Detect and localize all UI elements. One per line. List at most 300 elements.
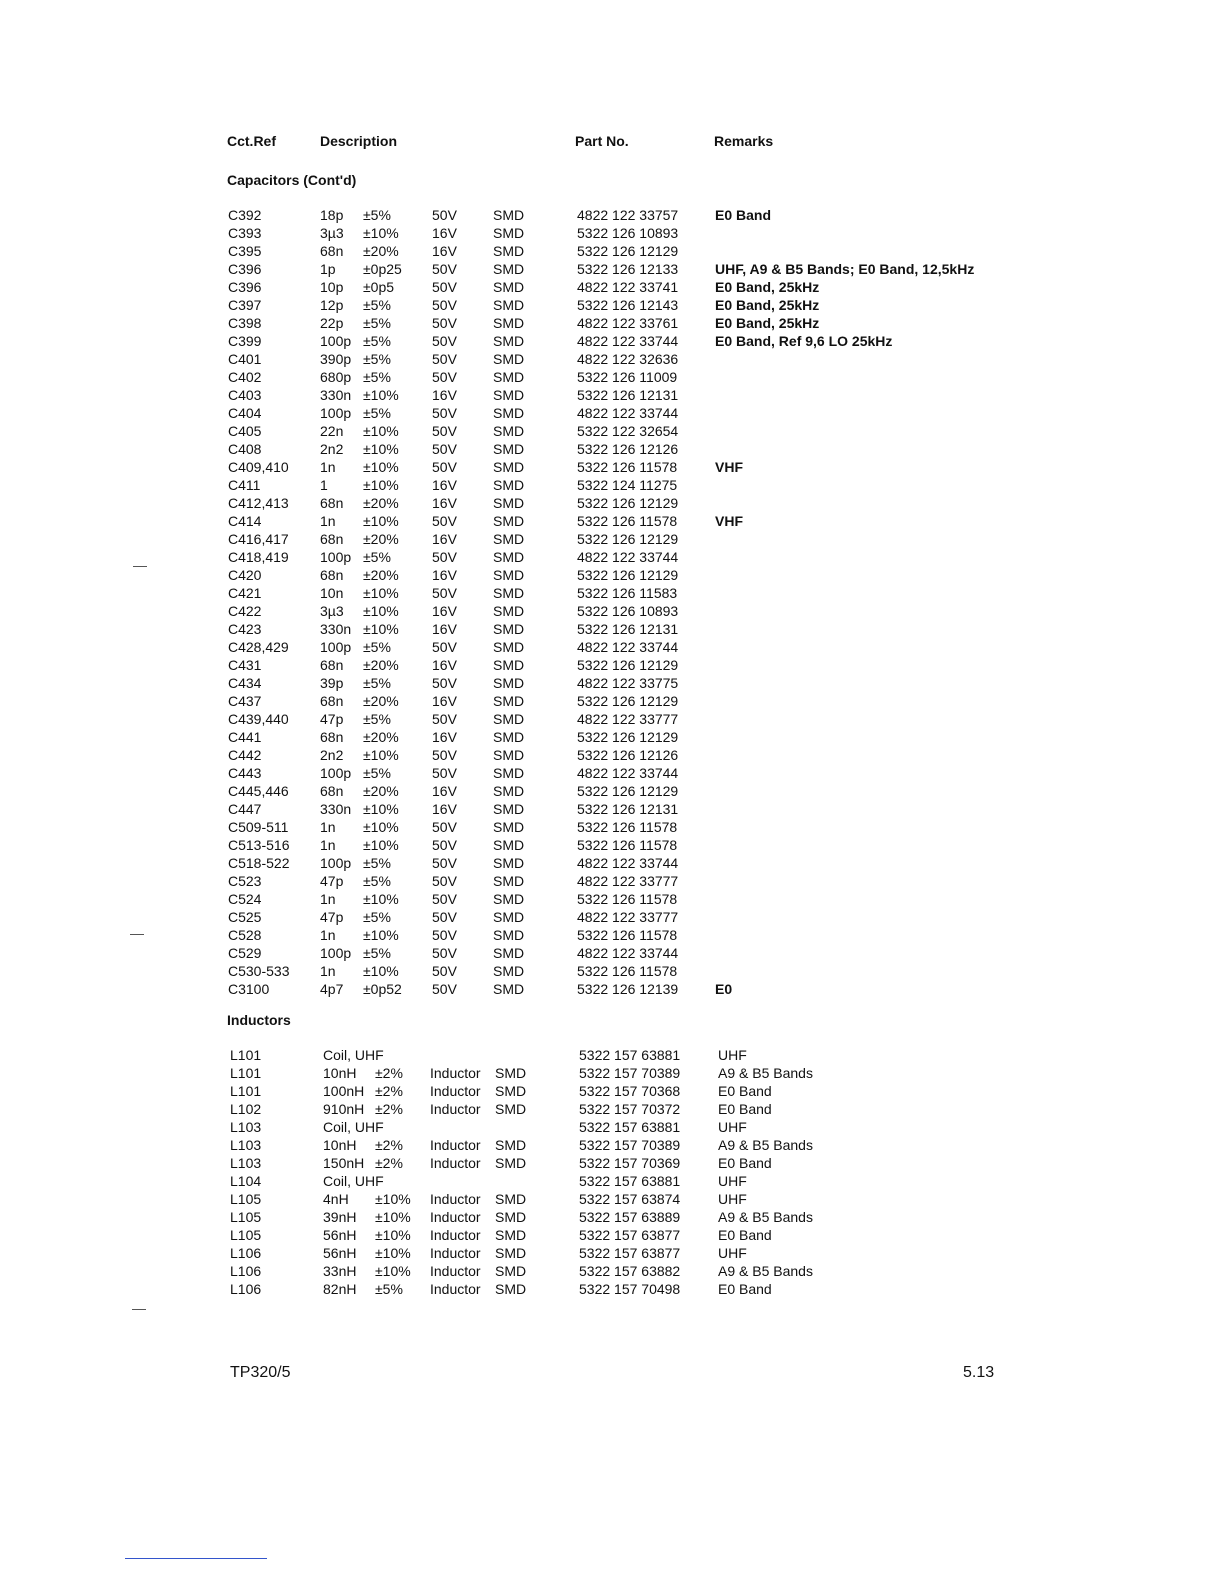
cell-voltage: 50V <box>432 513 457 529</box>
capacitor-row <box>0 602 1224 620</box>
cell-type: SMD <box>493 675 525 691</box>
capacitor-row <box>0 710 1224 728</box>
cell-tolerance: ±20% <box>363 783 399 799</box>
capacitor-row <box>0 566 1224 584</box>
cell-value: 56nH <box>323 1227 357 1243</box>
cell-remarks: VHF <box>715 459 743 475</box>
cell-type: SMD <box>493 513 525 529</box>
cell-part-no: 5322 157 70389 <box>579 1065 681 1081</box>
cell-cct-ref: C529 <box>228 945 262 961</box>
cell-value: 56nH <box>323 1245 357 1261</box>
cell-cct-ref: L105 <box>230 1227 262 1243</box>
cell-cct-ref: C398 <box>228 315 262 331</box>
cell-tolerance: ±10% <box>363 513 399 529</box>
cell-value: Coil, UHF <box>323 1119 384 1135</box>
cell-value: 2n2 <box>320 441 344 457</box>
cell-value: 1n <box>320 927 336 943</box>
cell-tolerance: ±5% <box>363 873 391 889</box>
cell-tolerance: ±20% <box>363 729 399 745</box>
cell-cct-ref: C421 <box>228 585 262 601</box>
cell-component: Inductor <box>430 1083 481 1099</box>
cell-cct-ref: C418,419 <box>228 549 289 565</box>
cell-value: 12p <box>320 297 344 313</box>
cell-part-no: 4822 122 33744 <box>577 333 679 349</box>
cell-tolerance: ±10% <box>363 819 399 835</box>
cell-value: 68n <box>320 567 344 583</box>
cell-type: SMD <box>493 549 525 565</box>
cell-part-no: 5322 126 12129 <box>577 783 679 799</box>
cell-component: Inductor <box>430 1245 481 1261</box>
inductor-row <box>0 1190 1224 1208</box>
capacitor-row <box>0 314 1224 332</box>
cell-type: SMD <box>493 981 525 997</box>
cell-type: SMD <box>493 873 525 889</box>
cell-remarks: E0 Band <box>718 1227 772 1243</box>
capacitor-row <box>0 548 1224 566</box>
cell-cct-ref: L101 <box>230 1065 262 1081</box>
cell-value: 39p <box>320 675 344 691</box>
cell-value: 68n <box>320 693 344 709</box>
cell-value: 390p <box>320 351 352 367</box>
scan-mark <box>133 566 147 567</box>
cell-cct-ref: L106 <box>230 1281 262 1297</box>
capacitor-row <box>0 944 1224 962</box>
cell-type: SMD <box>495 1191 527 1207</box>
cell-tolerance: ±10% <box>375 1209 411 1225</box>
cell-cct-ref: C518-522 <box>228 855 290 871</box>
cell-voltage: 50V <box>432 981 457 997</box>
capacitor-row <box>0 512 1224 530</box>
cell-cct-ref: L101 <box>230 1083 262 1099</box>
cell-remarks: UHF <box>718 1191 747 1207</box>
cell-part-no: 5322 126 12133 <box>577 261 679 277</box>
cell-type: SMD <box>495 1137 527 1153</box>
section-title-inductors: Inductors <box>227 1012 291 1028</box>
cell-value: 47p <box>320 909 344 925</box>
cell-tolerance: ±5% <box>363 711 391 727</box>
cell-tolerance: ±0p52 <box>363 981 402 997</box>
cell-cct-ref: C439,440 <box>228 711 289 727</box>
cell-type: SMD <box>495 1209 527 1225</box>
cell-value: 1p <box>320 261 336 277</box>
cell-voltage: 50V <box>432 351 457 367</box>
cell-type: SMD <box>493 459 525 475</box>
cell-voltage: 50V <box>432 819 457 835</box>
cell-voltage: 50V <box>432 279 457 295</box>
capacitor-row <box>0 386 1224 404</box>
cell-value: 1n <box>320 819 336 835</box>
cell-value: 100p <box>320 945 352 961</box>
cell-voltage: 50V <box>432 423 457 439</box>
cell-type: SMD <box>493 369 525 385</box>
cell-tolerance: ±10% <box>363 891 399 907</box>
cell-component: Inductor <box>430 1137 481 1153</box>
cell-value: 1n <box>320 837 336 853</box>
cell-tolerance: ±5% <box>363 855 391 871</box>
cell-part-no: 5322 126 11578 <box>577 819 678 835</box>
capacitor-row <box>0 260 1224 278</box>
cell-type: SMD <box>493 927 525 943</box>
cell-tolerance: ±20% <box>363 567 399 583</box>
cell-type: SMD <box>495 1227 527 1243</box>
capacitor-row <box>0 656 1224 674</box>
cell-type: SMD <box>493 639 525 655</box>
cell-part-no: 5322 126 12129 <box>577 657 679 673</box>
cell-type: SMD <box>495 1263 527 1279</box>
inductor-row <box>0 1226 1224 1244</box>
cell-voltage: 16V <box>432 657 457 673</box>
inductor-row <box>0 1064 1224 1082</box>
cell-part-no: 5322 126 12129 <box>577 567 679 583</box>
cell-cct-ref: C397 <box>228 297 262 313</box>
capacitor-row <box>0 800 1224 818</box>
cell-voltage: 50V <box>432 405 457 421</box>
capacitor-row <box>0 674 1224 692</box>
cell-cct-ref: C428,429 <box>228 639 289 655</box>
cell-tolerance: ±10% <box>363 603 399 619</box>
cell-part-no: 4822 122 33775 <box>577 675 679 691</box>
header-description: Description <box>320 133 398 149</box>
inductor-row <box>0 1082 1224 1100</box>
cell-value: 330n <box>320 801 352 817</box>
cell-remarks: VHF <box>715 513 743 529</box>
cell-type: SMD <box>493 855 525 871</box>
cell-voltage: 50V <box>432 837 457 853</box>
capacitor-row <box>0 908 1224 926</box>
cell-type: SMD <box>493 945 525 961</box>
cell-value: 1n <box>320 459 336 475</box>
capacitor-row <box>0 224 1224 242</box>
cell-voltage: 50V <box>432 747 457 763</box>
cell-value: 100p <box>320 765 352 781</box>
document-id: TP320/5 <box>230 1364 291 1381</box>
cell-value: 22n <box>320 423 344 439</box>
cell-type: SMD <box>493 621 525 637</box>
cell-part-no: 5322 126 12129 <box>577 531 679 547</box>
cell-cct-ref: C396 <box>228 261 262 277</box>
cell-cct-ref: C528 <box>228 927 262 943</box>
cell-part-no: 5322 157 63877 <box>579 1245 681 1261</box>
cell-tolerance: ±20% <box>363 243 399 259</box>
cell-tolerance: ±5% <box>363 549 391 565</box>
cell-tolerance: ±5% <box>375 1281 403 1297</box>
cell-tolerance: ±10% <box>363 225 399 241</box>
inductor-table <box>0 1046 1224 1298</box>
cell-type: SMD <box>493 351 525 367</box>
cell-value: 68n <box>320 495 344 511</box>
inductor-row <box>0 1118 1224 1136</box>
inductor-row <box>0 1136 1224 1154</box>
cell-value: 10nH <box>323 1065 357 1081</box>
cell-tolerance: ±5% <box>363 639 391 655</box>
cell-tolerance: ±10% <box>363 837 399 853</box>
cell-type: SMD <box>493 225 525 241</box>
cell-voltage: 50V <box>432 873 457 889</box>
cell-component: Inductor <box>430 1281 481 1297</box>
cell-voltage: 16V <box>432 603 457 619</box>
cell-part-no: 4822 122 32636 <box>577 351 679 367</box>
cell-cct-ref: C442 <box>228 747 262 763</box>
cell-tolerance: ±10% <box>363 747 399 763</box>
cell-value: 680p <box>320 369 352 385</box>
cell-value: 22p <box>320 315 344 331</box>
cell-tolerance: ±5% <box>363 765 391 781</box>
cell-remarks: E0 Band <box>718 1101 772 1117</box>
cell-cct-ref: L105 <box>230 1209 262 1225</box>
cell-voltage: 50V <box>432 711 457 727</box>
cell-remarks: E0 Band, 25kHz <box>715 315 820 331</box>
cell-value: 100p <box>320 405 352 421</box>
cell-voltage: 16V <box>432 783 457 799</box>
cell-value: 4p7 <box>320 981 344 997</box>
cell-value: 68n <box>320 783 344 799</box>
cell-part-no: 4822 122 33744 <box>577 855 679 871</box>
cell-type: SMD <box>493 477 525 493</box>
cell-cct-ref: C525 <box>228 909 262 925</box>
capacitor-row <box>0 746 1224 764</box>
cell-cct-ref: C513-516 <box>228 837 290 853</box>
cell-cct-ref: L101 <box>230 1047 262 1063</box>
cell-type: SMD <box>493 783 525 799</box>
cell-remarks: UHF <box>718 1245 747 1261</box>
cell-voltage: 16V <box>432 243 457 259</box>
cell-type: SMD <box>493 963 525 979</box>
cell-type: SMD <box>493 837 525 853</box>
cell-voltage: 16V <box>432 225 457 241</box>
cell-value: 82nH <box>323 1281 357 1297</box>
cell-tolerance: ±5% <box>363 351 391 367</box>
cell-tolerance: ±10% <box>363 621 399 637</box>
cell-voltage: 50V <box>432 549 457 565</box>
scan-mark <box>132 1309 146 1310</box>
cell-tolerance: ±2% <box>375 1065 403 1081</box>
cell-type: SMD <box>495 1101 527 1117</box>
cell-cct-ref: C402 <box>228 369 262 385</box>
cell-part-no: 4822 122 33757 <box>577 207 679 223</box>
cell-value: 3µ3 <box>320 603 344 619</box>
cell-voltage: 50V <box>432 585 457 601</box>
cell-cct-ref: L102 <box>230 1101 262 1117</box>
cell-part-no: 5322 126 12143 <box>577 297 679 313</box>
cell-value: 100p <box>320 333 352 349</box>
inductor-row <box>0 1262 1224 1280</box>
cell-part-no: 5322 126 11578 <box>577 513 678 529</box>
capacitor-row <box>0 278 1224 296</box>
cell-voltage: 16V <box>432 477 457 493</box>
header-remarks: Remarks <box>714 133 774 149</box>
cell-value: 150nH <box>323 1155 365 1171</box>
cell-type: SMD <box>493 729 525 745</box>
cell-cct-ref: C524 <box>228 891 262 907</box>
cell-type: SMD <box>493 711 525 727</box>
cell-type: SMD <box>493 801 525 817</box>
header-part-no: Part No. <box>575 133 629 149</box>
cell-part-no: 5322 126 12129 <box>577 729 679 745</box>
cell-part-no: 5322 126 12126 <box>577 747 679 763</box>
cell-value: 68n <box>320 243 344 259</box>
inductor-row <box>0 1280 1224 1298</box>
cell-tolerance: ±20% <box>363 531 399 547</box>
capacitor-row <box>0 926 1224 944</box>
cell-voltage: 50V <box>432 441 457 457</box>
cell-value: 1n <box>320 963 336 979</box>
cell-cct-ref: L103 <box>230 1155 262 1171</box>
cell-type: SMD <box>493 405 525 421</box>
cell-tolerance: ±10% <box>375 1227 411 1243</box>
cell-type: SMD <box>495 1065 527 1081</box>
cell-component: Inductor <box>430 1065 481 1081</box>
cell-type: SMD <box>493 423 525 439</box>
inductor-row <box>0 1208 1224 1226</box>
cell-cct-ref: C414 <box>228 513 262 529</box>
header-cct-ref: Cct.Ref <box>227 133 277 149</box>
cell-type: SMD <box>493 261 525 277</box>
cell-cct-ref: L106 <box>230 1245 262 1261</box>
cell-tolerance: ±10% <box>363 477 399 493</box>
cell-remarks: E0 <box>715 981 733 997</box>
cell-voltage: 16V <box>432 729 457 745</box>
cell-part-no: 5322 157 63881 <box>579 1047 681 1063</box>
cell-type: SMD <box>493 657 525 673</box>
cell-value: 47p <box>320 711 344 727</box>
capacitor-row <box>0 620 1224 638</box>
cell-part-no: 5322 126 10893 <box>577 603 679 619</box>
cell-cct-ref: C530-533 <box>228 963 290 979</box>
cell-voltage: 50V <box>432 639 457 655</box>
cell-component: Inductor <box>430 1155 481 1171</box>
cell-tolerance: ±10% <box>363 387 399 403</box>
cell-remarks: A9 & B5 Bands <box>718 1263 813 1279</box>
cell-voltage: 50V <box>432 675 457 691</box>
cell-cct-ref: C409,410 <box>228 459 289 475</box>
cell-type: SMD <box>493 585 525 601</box>
cell-cct-ref: C445,446 <box>228 783 289 799</box>
cell-part-no: 5322 126 12139 <box>577 981 679 997</box>
cell-tolerance: ±5% <box>363 405 391 421</box>
cell-cct-ref: C3100 <box>228 981 270 997</box>
capacitor-row <box>0 764 1224 782</box>
inductor-row <box>0 1244 1224 1262</box>
cell-part-no: 5322 126 11583 <box>577 585 678 601</box>
cell-part-no: 4822 122 33777 <box>577 873 679 889</box>
cell-part-no: 5322 157 70389 <box>579 1137 681 1153</box>
cell-value: Coil, UHF <box>323 1047 384 1063</box>
cell-cct-ref: C422 <box>228 603 262 619</box>
cell-value: 1n <box>320 891 336 907</box>
cell-type: SMD <box>493 207 525 223</box>
capacitor-table <box>0 206 1224 998</box>
cell-voltage: 16V <box>432 531 457 547</box>
cell-voltage: 16V <box>432 567 457 583</box>
cell-value: 47p <box>320 873 344 889</box>
cell-tolerance: ±2% <box>375 1155 403 1171</box>
cell-part-no: 5322 126 11578 <box>577 837 678 853</box>
cell-value: 100nH <box>323 1083 365 1099</box>
cell-tolerance: ±10% <box>363 585 399 601</box>
cell-type: SMD <box>493 747 525 763</box>
cell-type: SMD <box>493 603 525 619</box>
cell-part-no: 5322 126 11578 <box>577 459 678 475</box>
cell-cct-ref: C392 <box>228 207 262 223</box>
capacitor-row <box>0 494 1224 512</box>
cell-cct-ref: C431 <box>228 657 262 673</box>
cell-tolerance: ±20% <box>363 495 399 511</box>
capacitor-row <box>0 980 1224 998</box>
capacitor-row <box>0 350 1224 368</box>
cell-voltage: 50V <box>432 261 457 277</box>
scan-mark <box>130 934 144 935</box>
cell-tolerance: ±5% <box>363 675 391 691</box>
cell-part-no: 5322 126 12129 <box>577 243 679 259</box>
cell-cct-ref: C523 <box>228 873 262 889</box>
cell-tolerance: ±5% <box>363 369 391 385</box>
cell-part-no: 5322 157 63881 <box>579 1119 681 1135</box>
cell-value: 10n <box>320 585 344 601</box>
cell-cct-ref: C405 <box>228 423 262 439</box>
cell-part-no: 5322 157 63874 <box>579 1191 681 1207</box>
cell-part-no: 4822 122 33744 <box>577 945 679 961</box>
cell-value: 33nH <box>323 1263 357 1279</box>
cell-remarks: E0 Band, Ref 9,6 LO 25kHz <box>715 333 893 349</box>
capacitor-row <box>0 692 1224 710</box>
cell-voltage: 50V <box>432 927 457 943</box>
cell-voltage: 50V <box>432 333 457 349</box>
cell-remarks: E0 Band, 25kHz <box>715 279 820 295</box>
cell-remarks: E0 Band <box>718 1281 772 1297</box>
cell-cct-ref: C408 <box>228 441 262 457</box>
cell-type: SMD <box>493 279 525 295</box>
cell-type: SMD <box>493 297 525 313</box>
cell-type: SMD <box>493 441 525 457</box>
capacitor-row <box>0 422 1224 440</box>
cell-type: SMD <box>493 765 525 781</box>
cell-part-no: 5322 126 12129 <box>577 693 679 709</box>
cell-voltage: 16V <box>432 621 457 637</box>
cell-voltage: 50V <box>432 945 457 961</box>
cell-part-no: 5322 124 11275 <box>577 477 678 493</box>
cell-value: 4nH <box>323 1191 349 1207</box>
cell-value: 100p <box>320 639 352 655</box>
cell-type: SMD <box>493 891 525 907</box>
cell-type: SMD <box>495 1245 527 1261</box>
cell-tolerance: ±2% <box>375 1137 403 1153</box>
cell-cct-ref: C399 <box>228 333 262 349</box>
cell-type: SMD <box>493 243 525 259</box>
cell-part-no: 5322 122 32654 <box>577 423 679 439</box>
cell-remarks: UHF <box>718 1173 747 1189</box>
cell-value: 330n <box>320 387 352 403</box>
capacitor-row <box>0 872 1224 890</box>
capacitor-row <box>0 782 1224 800</box>
cell-part-no: 5322 126 11009 <box>577 369 678 385</box>
cell-part-no: 4822 122 33744 <box>577 765 679 781</box>
cell-component: Inductor <box>430 1101 481 1117</box>
cell-remarks: E0 Band <box>718 1155 772 1171</box>
cell-voltage: 50V <box>432 369 457 385</box>
cell-tolerance: ±5% <box>363 315 391 331</box>
cell-tolerance: ±10% <box>363 423 399 439</box>
cell-part-no: 5322 126 12131 <box>577 621 679 637</box>
cell-voltage: 50V <box>432 963 457 979</box>
cell-cct-ref: C441 <box>228 729 262 745</box>
capacitor-row <box>0 854 1224 872</box>
cell-voltage: 16V <box>432 693 457 709</box>
capacitor-row <box>0 818 1224 836</box>
cell-type: SMD <box>493 567 525 583</box>
cell-voltage: 50V <box>432 207 457 223</box>
cell-part-no: 5322 157 63882 <box>579 1263 681 1279</box>
bottom-rule <box>125 1558 267 1559</box>
